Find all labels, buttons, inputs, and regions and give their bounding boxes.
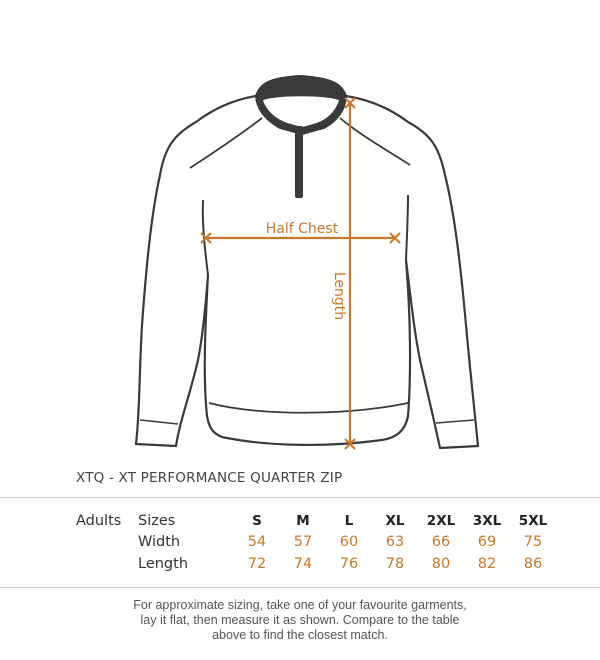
length-value: 72	[247, 555, 267, 572]
size-table	[76, 510, 556, 575]
width-row	[76, 532, 556, 554]
length-label: Length	[331, 271, 347, 321]
size-xl: XL	[385, 512, 405, 529]
garment-body-outline	[136, 96, 478, 448]
size-m: M	[296, 512, 310, 529]
right-armhole-seam	[406, 195, 408, 260]
size-5xl: 5XL	[518, 512, 548, 529]
length-value: 78	[385, 555, 405, 572]
width-label: Width	[138, 534, 181, 551]
size-l: L	[344, 512, 354, 529]
length-value: 82	[477, 555, 497, 572]
width-value: 60	[339, 534, 359, 551]
width-value: 54	[247, 534, 267, 551]
width-value: 69	[477, 534, 497, 551]
width-value: 63	[385, 534, 405, 551]
size-header-row	[76, 510, 556, 532]
sizing-note-line: lay it flat, then measure it as shown. Compare to the table	[140, 613, 460, 627]
left-cuff-seam	[140, 420, 178, 424]
length-value: 86	[523, 555, 543, 572]
divider-bottom	[0, 587, 600, 588]
width-value: 75	[523, 534, 543, 551]
group-label: Adults	[76, 512, 122, 529]
waistband-seam	[209, 403, 408, 413]
zipper	[295, 126, 303, 198]
size-3xl: 3XL	[472, 512, 502, 529]
width-value: 66	[431, 534, 451, 551]
length-value: 80	[431, 555, 451, 572]
product-title: XTQ - XT PERFORMANCE QUARTER ZIP	[76, 470, 343, 486]
left-shoulder-seam	[190, 118, 262, 168]
length-value: 76	[339, 555, 359, 572]
sizes-header-label: Sizes	[138, 512, 176, 529]
size-2xl: 2XL	[426, 512, 456, 529]
divider-top	[0, 497, 600, 498]
sizing-note	[0, 598, 600, 643]
length-row-label: Length	[138, 555, 189, 572]
size-s: S	[252, 512, 262, 529]
half-chest-label: Half Chest	[265, 221, 339, 237]
sizing-note-line: For approximate sizing, take one of your favourite garments,	[133, 598, 467, 612]
width-value: 57	[293, 534, 313, 551]
length-value: 74	[293, 555, 313, 572]
right-cuff-seam	[436, 420, 474, 423]
length-row	[76, 553, 556, 575]
sizing-note-line: above to find the closest match.	[212, 628, 388, 642]
